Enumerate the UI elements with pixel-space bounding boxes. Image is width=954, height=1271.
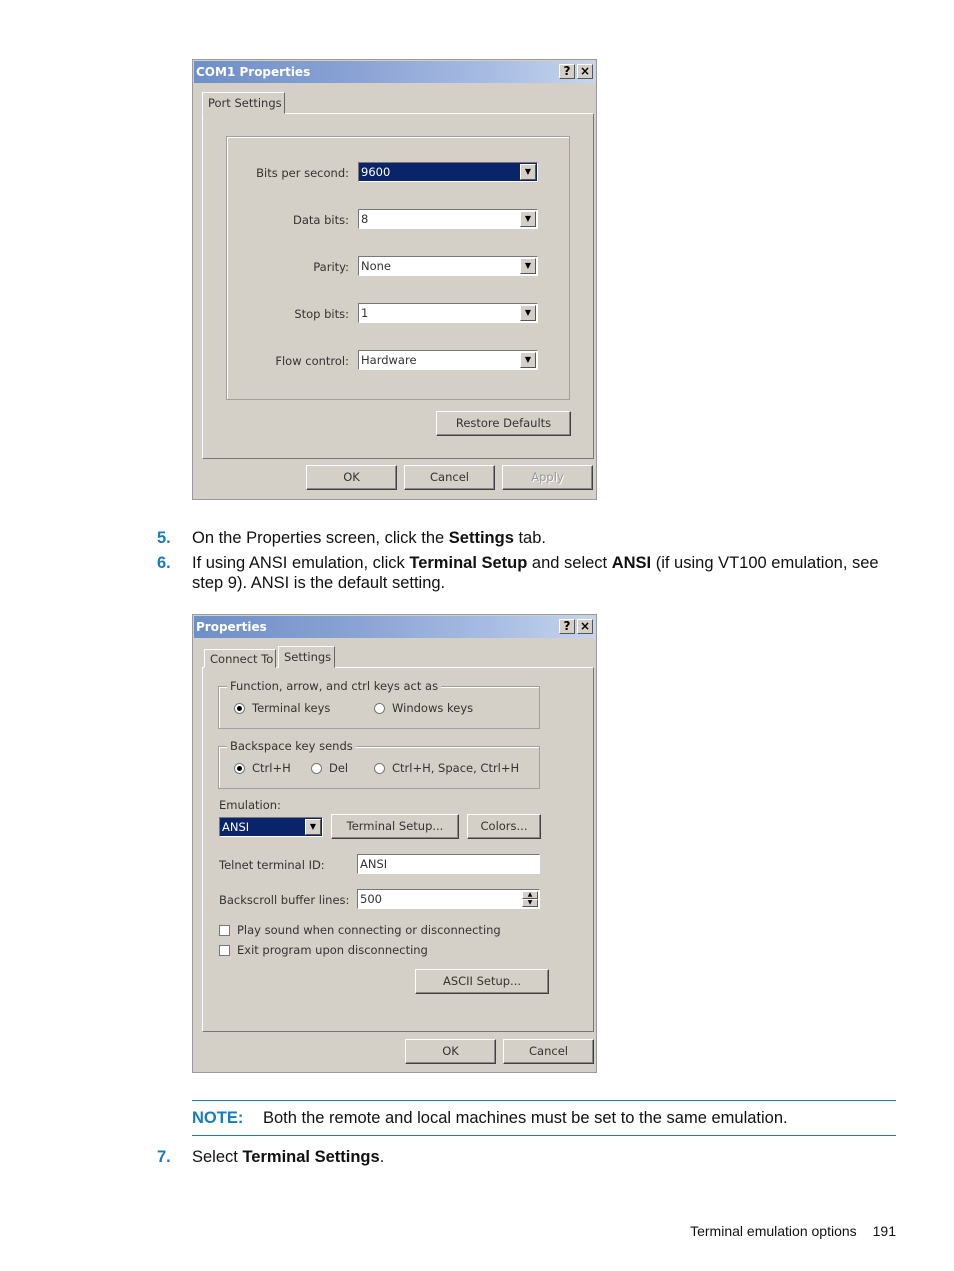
cancel-button[interactable]: Cancel	[404, 465, 495, 490]
ctrl-h-label: Ctrl+H	[252, 761, 291, 775]
terminal-keys-radio[interactable]	[234, 703, 245, 714]
flow-control-select[interactable]	[358, 350, 538, 370]
step-text: If using ANSI emulation, click Terminal Setup and select ANSI (if using VT100 emulation, see step 9). ANSI is the default setting.	[192, 554, 879, 592]
bits-per-second-label: Bits per second:	[256, 166, 349, 180]
chevron-down-icon[interactable]: ▼	[520, 305, 536, 321]
com1-properties-dialog	[192, 59, 597, 500]
backscroll-spinner[interactable]	[522, 891, 538, 907]
note-box	[192, 1100, 896, 1136]
emulation-select[interactable]	[219, 817, 323, 837]
page-footer	[690, 1223, 896, 1239]
flow-control-value: Hardware	[361, 353, 417, 367]
parity-label: Parity:	[313, 260, 349, 274]
tab-port-settings[interactable]: Port Settings	[202, 92, 285, 114]
spin-down-icon: ▼	[522, 899, 538, 907]
step-text: Select Terminal Settings.	[192, 1148, 385, 1166]
ctrl-h-radio[interactable]	[234, 763, 245, 774]
chevron-down-icon[interactable]: ▼	[520, 352, 536, 368]
properties-dialog	[192, 614, 597, 1073]
data-bits-select[interactable]	[358, 209, 538, 229]
backscroll-label: Backscroll buffer lines:	[219, 893, 350, 907]
step-number: 6.	[157, 554, 171, 572]
stop-bits-label: Stop bits:	[294, 307, 349, 321]
ascii-setup-button[interactable]: ASCII Setup...	[415, 969, 549, 994]
step-text: On the Properties screen, click the Settings tab.	[192, 529, 546, 547]
play-sound-label: Play sound when connecting or disconnecting	[237, 923, 501, 937]
flow-control-label: Flow control:	[275, 354, 349, 368]
data-bits-value: 8	[361, 212, 369, 226]
dialog-title: Properties	[196, 620, 267, 634]
apply-button[interactable]: Apply	[502, 465, 593, 490]
help-button[interactable]: ?	[559, 64, 575, 79]
ctrl-h-space-label: Ctrl+H, Space, Ctrl+H	[392, 761, 520, 775]
telnet-terminal-id-label: Telnet terminal ID:	[219, 858, 325, 872]
note-keyword: NOTE:	[192, 1109, 244, 1127]
tab-connect-to[interactable]: Connect To	[204, 649, 276, 668]
note-text: Both the remote and local machines must be set to the same emulation.	[263, 1109, 788, 1127]
page-number: 191	[872, 1223, 896, 1239]
chevron-down-icon[interactable]: ▼	[520, 164, 536, 180]
ok-button[interactable]: OK	[405, 1039, 496, 1064]
windows-keys-label: Windows keys	[392, 701, 474, 715]
help-button[interactable]: ?	[559, 619, 575, 634]
group-label: Backspace key sends	[227, 739, 356, 753]
data-bits-label: Data bits:	[293, 213, 349, 227]
parity-select[interactable]	[358, 256, 538, 276]
del-label: Del	[329, 761, 349, 775]
dialog-title-bar	[194, 616, 595, 638]
telnet-terminal-id-input[interactable]: ANSI	[357, 854, 540, 874]
dialog-title: COM1 Properties	[196, 65, 311, 79]
cancel-button[interactable]: Cancel	[503, 1039, 594, 1064]
stop-bits-select[interactable]	[358, 303, 538, 323]
bits-per-second-select[interactable]	[358, 162, 538, 182]
del-radio[interactable]	[311, 763, 322, 774]
terminal-setup-button[interactable]: Terminal Setup...	[331, 814, 459, 839]
ctrl-h-space-radio[interactable]	[374, 763, 385, 774]
exit-program-checkbox[interactable]	[219, 945, 230, 956]
step-number: 5.	[157, 529, 171, 547]
close-button[interactable]: ×	[577, 64, 593, 79]
backscroll-input[interactable]	[357, 889, 540, 909]
bits-per-second-value: 9600	[361, 165, 391, 179]
backscroll-value: 500	[360, 892, 382, 906]
chevron-down-icon[interactable]: ▼	[520, 211, 536, 227]
tab-settings[interactable]: Settings	[278, 646, 335, 668]
dialog-title-bar	[194, 61, 595, 83]
windows-keys-radio[interactable]	[374, 703, 385, 714]
emulation-value: ANSI	[222, 820, 250, 834]
chevron-down-icon[interactable]: ▼	[305, 819, 321, 835]
parity-value: None	[361, 259, 392, 273]
stop-bits-value: 1	[361, 306, 369, 320]
exit-program-label: Exit program upon disconnecting	[237, 943, 428, 957]
play-sound-checkbox[interactable]	[219, 925, 230, 936]
group-label: Function, arrow, and ctrl keys act as	[227, 679, 441, 693]
chevron-down-icon[interactable]: ▼	[520, 258, 536, 274]
restore-defaults-button[interactable]: Restore Defaults	[436, 411, 571, 436]
footer-section: Terminal emulation options	[690, 1223, 857, 1239]
colors-button[interactable]: Colors...	[467, 814, 541, 839]
step-number: 7.	[157, 1148, 171, 1166]
close-button[interactable]: ×	[577, 619, 593, 634]
spin-up-icon: ▲	[522, 891, 538, 899]
emulation-label: Emulation:	[219, 798, 281, 812]
terminal-keys-label: Terminal keys	[252, 701, 331, 715]
ok-button[interactable]: OK	[306, 465, 397, 490]
